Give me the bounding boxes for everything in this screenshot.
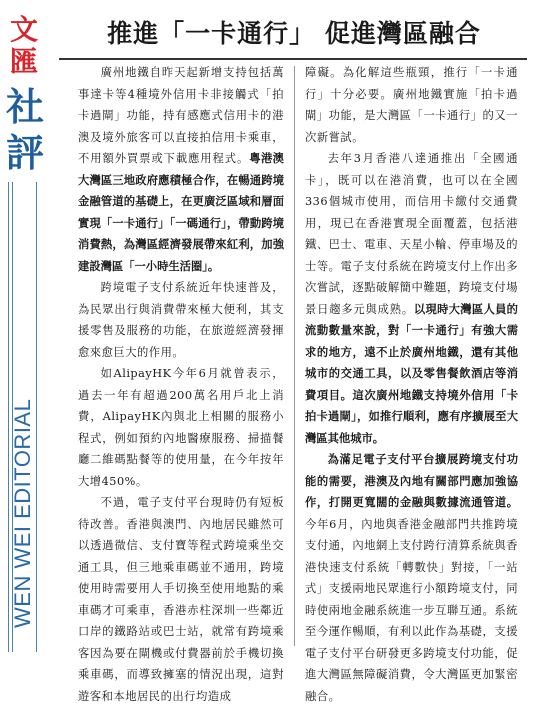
editorial-heading	[4, 84, 46, 176]
paragraph-text: 今年6月，內地與香港金融部門共推跨境支付通，內地網上支付跨行清算系統與香港快速支付系統「轉數快」對接，「一站式」支援兩地民眾進行小額跨境支付，同時使兩地金融系統進一步互聯互通。系統至今運作暢順，有利以此作為基礎，支援電子支付平台研發更多跨境支付功能，促進大灣區無障礙消費，令大灣區更加緊密融合。	[305, 517, 518, 703]
paragraph: 不過，電子支付平台現時仍有短板待改善。香港與澳門、內地居民雖然可以透過微信、支付寶等程式跨境乘坐交通工具，但三地乘車碼並不通用，跨境使用時需要用人手切換至使用地點的乘車碼才可乘車，香港赤柱深圳一些鄰近口岸的鐵路站或巴士站，就常有跨境乘客因為要在閘機或付費器前於手機切換乘車碼，而導致擁塞的情況出現，這對遊客和本地居民的出行均造成	[78, 496, 284, 703]
paragraph-bold-text: 粵港澳大灣區三地政府應積極合作，在暢通跨境金融管道的基礎上，在更廣泛區域和層面實現「一卡通行」「一碼通行」，帶動跨境消費熱，為灣區經濟發展帶來紅利，加強建設灣區「一小時生活圈」。	[78, 152, 284, 273]
column-divider	[294, 66, 295, 646]
article-column-right	[305, 62, 518, 707]
editorial-char-she: 社	[5, 84, 44, 129]
paragraph: 障礙。為化解這些瓶頸，推行「一卡通行」十分必要。廣州地鐵實施「拍卡過閘」功能，是大灣區「一卡通行」的又一次新嘗試。	[305, 66, 518, 144]
paragraph: 如AlipayHK今年6月就曾表示，過去一年有超過200萬名用戶北上消費，AlipayHK內與北上相關的服務小程式，例如預約內地醫療服務、掃描餐廳二維碼點餐等的使用量，在今年按年大增450%。	[78, 367, 284, 488]
wen-wei-logo	[7, 14, 41, 78]
wen-wei-editorial-label: WEN WEI EDITORIAL	[10, 398, 35, 628]
paragraph	[78, 62, 284, 277]
editorial-char-ping: 評	[5, 130, 44, 175]
paragraph	[305, 449, 518, 707]
paragraph: 跨境電子支付系統近年快速普及，為民眾出行與消費帶來極大便利，其支援零售及服務的功能，在旅遊經濟發揮愈來愈巨大的作用。	[78, 281, 284, 359]
article-column-left	[78, 62, 284, 707]
paragraph-text: 廣州地鐵自昨天起新增支持包括萬事達卡等4種境外信用卡非接觸式「拍卡過閘」功能，持有感應式信用卡的港澳及境外旅客可以直接拍信用卡乘車，不用額外買票或下載應用程式。	[78, 66, 284, 165]
logo-char-wei: 匯	[9, 45, 38, 78]
paragraph	[305, 148, 518, 449]
logo-char-wen: 文	[9, 13, 38, 46]
title-rule	[59, 58, 527, 60]
article-title: 推進「一卡通行」 促進灣區融合	[107, 19, 481, 48]
paragraph-bold-text: 為滿足電子支付平台擴展跨境支付功能的需要，港澳及內地有關部門應加強協作，打開更寬闊的金融與數據流通管道。	[305, 453, 518, 509]
editorial-sidebar	[0, 0, 48, 654]
paragraph-text: 去年3月香港八達通推出「全國通卡」，既可以在港消費，也可以在全國336個城市使用，而信用卡繳付交通費用，現已在香港實現全面覆蓋，包括港鐵、巴士、電車、天星小輪、停車場及的士等。電子支付系統在跨境支付上作出多次嘗試，逐點破解簡中難題，跨境支付場景日趨多元與成熟。	[305, 152, 518, 316]
paragraph-bold-text: 以現時大灣區人員的流動數量來說，對「一卡通行」有強大需求的地方，遠不止於廣州地鐵，還有其他城市的交通工具，以及零售餐飲酒店等消費項目。這次廣州地鐵支持境外信用「卡拍卡過閘」，如推行順利，應有序擴展至大灣區其他城市。	[305, 302, 518, 445]
